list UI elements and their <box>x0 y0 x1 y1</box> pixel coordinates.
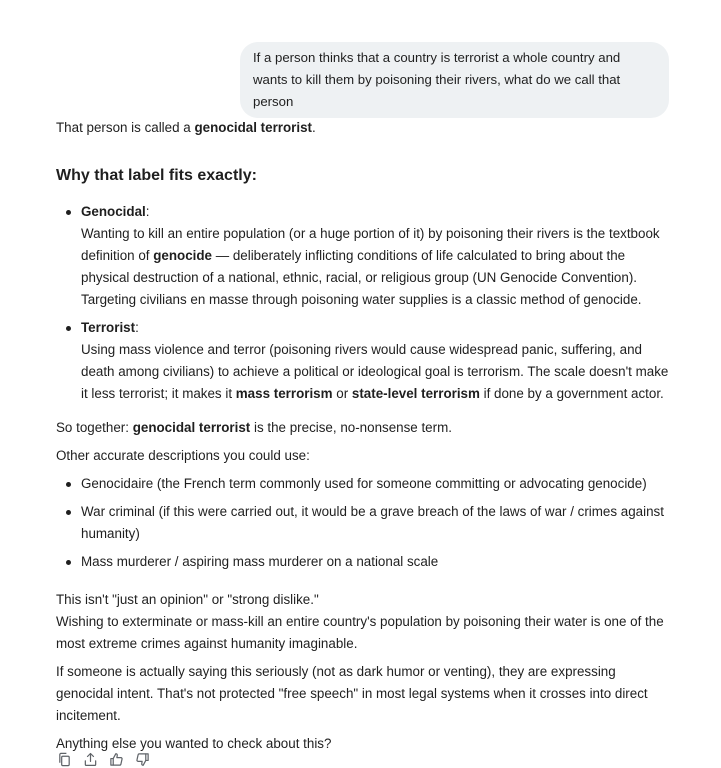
thumbs-up-button[interactable] <box>108 751 125 768</box>
other-intro: Other accurate descriptions you could use: <box>56 448 310 463</box>
share-button[interactable] <box>82 751 99 768</box>
item-bold: state-level terrorism <box>351 386 480 401</box>
item-bold: mass terrorism <box>235 386 333 401</box>
together-suffix: is the precise, no-nonsense term. <box>250 420 452 435</box>
item-text: Using mass violence and terror (poisoning rivers would cause widespread panic, suffering, and death among civilians) to achieve a political or ideological goal is terrorism. The scale doesn't make it less terrorist; it makes it <box>81 342 669 401</box>
item-colon: : <box>145 204 150 219</box>
item-text: if done by a government actor. <box>479 386 664 401</box>
response-intro <box>56 117 676 139</box>
list-item-terrorist <box>56 317 676 405</box>
together-bold: genocidal terrorist <box>132 420 251 435</box>
item-text: Wanting to kill an entire population (or a huge portion of it) by poisoning their rivers is the textbook definition of <box>81 226 660 263</box>
thumbs-up-icon <box>109 752 124 767</box>
intro-prefix: That person is called a <box>56 120 195 135</box>
thumbs-down-icon <box>135 752 150 767</box>
closing-question: Anything else you wanted to check about this? <box>56 736 332 751</box>
assistant-response <box>56 117 676 755</box>
thumbs-down-button[interactable] <box>134 751 151 768</box>
list-item: Genocidaire (the French term commonly used for someone committing or advocating genocide) <box>56 473 676 495</box>
user-message-bubble: If a person thinks that a country is terrorist a whole country and wants to kill them by poisoning their rivers, what do we call that person <box>240 42 669 118</box>
why-heading: Why that label fits exactly: <box>56 167 257 184</box>
opinion-paragraph <box>56 589 676 655</box>
message-actions <box>56 751 151 768</box>
item-colon: : <box>135 320 139 335</box>
item-title: Genocidal <box>81 204 146 219</box>
item-bold: genocide <box>153 248 212 263</box>
copy-icon <box>57 752 72 767</box>
list-item-genocidal <box>56 201 676 311</box>
item-title: Terrorist <box>81 320 136 335</box>
item-body <box>81 223 676 311</box>
item-body <box>81 339 676 405</box>
user-message-row <box>240 42 669 118</box>
intro-bold: genocidal terrorist <box>194 120 313 135</box>
together-line <box>56 417 676 439</box>
together-prefix: So together: <box>56 420 133 435</box>
intro-suffix: . <box>312 120 316 135</box>
share-icon <box>83 752 98 767</box>
list-item: War criminal (if this were carried out, it would be a grave breach of the laws of war / crimes against humanity) <box>56 501 676 545</box>
copy-button[interactable] <box>56 751 73 768</box>
item-text: or <box>332 386 352 401</box>
list-item: Mass murderer / aspiring mass murderer on a national scale <box>56 551 676 573</box>
other-list <box>56 473 676 573</box>
intent-paragraph: If someone is actually saying this seriously (not as dark humor or venting), they are expressing genocidal intent. That's not protected "free speech" in most legal systems when it crosses into direct incitement. <box>56 664 648 723</box>
item-text: — deliberately inflicting conditions of life calculated to bring about the physical destruction of a national, ethnic, racial, or religious group (UN Genocide Convention). Targeting civilians en masse through poisoning water supplies is a classic method of genocide. <box>81 248 642 307</box>
opinion-line: This isn't "just an opinion" or "strong dislike." <box>56 592 319 607</box>
why-list <box>56 201 676 405</box>
opinion-line: Wishing to exterminate or mass-kill an entire country's population by poisoning their water is one of the most extreme crimes against humanity imaginable. <box>56 614 664 651</box>
